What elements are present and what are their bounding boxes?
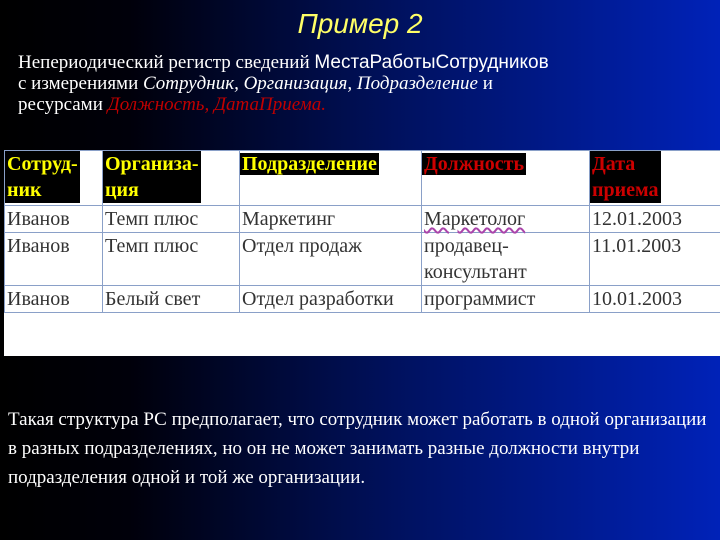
intro-prefix: Непериодический регистр сведений [18,52,315,73]
cell-department: Маркетинг [240,206,422,233]
register-table-container [4,150,720,356]
header-organization-line2: ция [105,177,199,203]
cell-department: Отдел продаж [240,233,422,286]
header-hire-date [590,151,720,206]
intro-dimensions-prefix: с измерениями [18,73,143,94]
table-row [5,233,720,286]
cell-position-text: Маркетолог [424,208,526,230]
table-header-row [5,151,720,206]
header-employee-line1: Сотруд- [7,153,78,175]
intro-paragraph [18,52,708,115]
intro-line-3 [18,94,708,115]
cell-hire-date: 11.01.2003 [590,233,720,286]
cell-department: Отдел разработки [240,286,422,313]
resources-list: Должность, ДатаПриема. [107,94,327,115]
cell-position [422,206,590,233]
header-hire-date-line1: Дата [592,151,659,177]
cell-employee: Иванов [5,286,103,313]
header-position [422,151,590,206]
intro-dimensions-suffix: и [477,73,493,94]
dimensions-list: Сотрудник, Организация, Подразделение [143,73,478,94]
cell-position: продавец-консультант [422,233,590,286]
header-position-label: Должность [424,153,525,175]
intro-line-2 [18,73,708,94]
cell-organization: Темп плюс [103,206,240,233]
table-row [5,206,720,233]
table-row [5,286,720,313]
cell-hire-date: 12.01.2003 [590,206,720,233]
intro-line-1 [18,52,708,73]
cell-organization: Белый свет [103,286,240,313]
header-employee-line2: ник [7,177,78,203]
register-name: МестаРаботыСотрудников [314,52,549,73]
cell-employee: Иванов [5,233,103,286]
header-department-label: Подразделение [242,153,377,175]
header-department [240,151,422,206]
explanation-paragraph: Такая структура РС предполагает, что сотрудник может работать в одной организации в разных подразделениях, но он не может занимать разные должности внутри подразделения одной и той же организации. [8,409,707,488]
cell-position: программист [422,286,590,313]
intro-resources-prefix: ресурсами [18,94,108,115]
register-table [4,150,720,313]
cell-organization: Темп плюс [103,233,240,286]
slide-title: Пример 2 [297,8,423,39]
header-employee [5,151,103,206]
header-organization [103,151,240,206]
header-hire-date-line2: приема [592,179,659,201]
cell-hire-date: 10.01.2003 [590,286,720,313]
header-organization-line1: Организа- [105,153,199,175]
cell-employee: Иванов [5,206,103,233]
